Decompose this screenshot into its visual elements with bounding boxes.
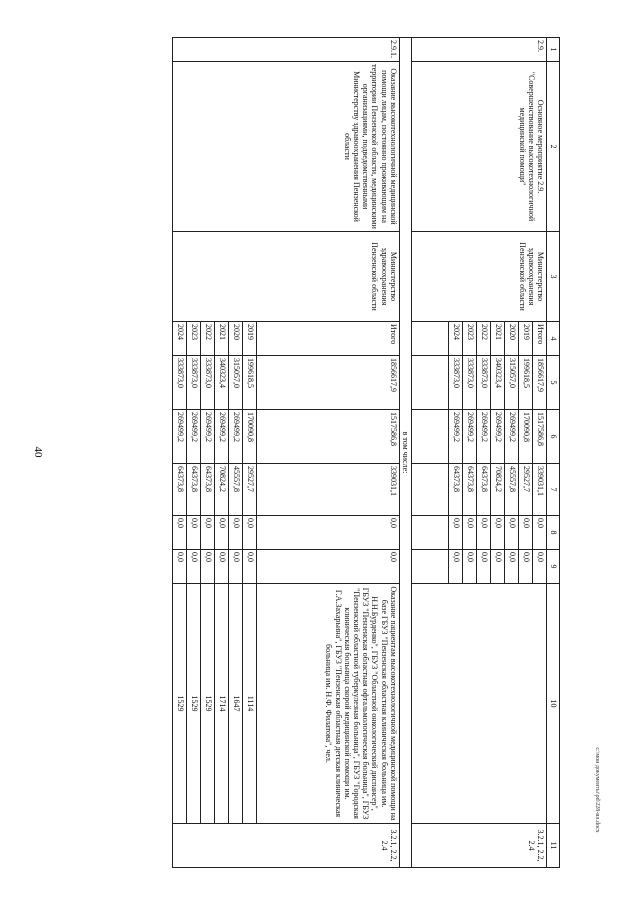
header-cell: 7 [547, 464, 560, 516]
header-cell: 5 [547, 356, 560, 410]
value-cell: 269499,2 [505, 410, 519, 464]
value-cell: 0,0 [200, 516, 214, 550]
year-cell: 2021 [491, 322, 505, 356]
value-cell: 0,0 [463, 550, 477, 584]
year-cell: 2019 [242, 322, 256, 356]
value-cell: 0,0 [214, 516, 228, 550]
spacer-cell [412, 322, 449, 356]
value-cell: 0,0 [519, 516, 533, 550]
value-cell: 29527,7 [242, 464, 256, 516]
value-cell: 1529 [200, 584, 214, 824]
value-cell: 0,0 [200, 550, 214, 584]
value-cell: 0,0 [228, 516, 242, 550]
block1-result [412, 584, 547, 824]
header-cell: 3 [547, 232, 560, 322]
year-cell: Итого [256, 322, 399, 356]
block2-indicators: 3.2.1, 2.2, 2.4 [172, 824, 399, 868]
spacer-cell [412, 516, 449, 550]
value-cell: 0,0 [477, 550, 491, 584]
value-cell: 1529 [172, 584, 186, 824]
value-cell: 0,0 [533, 516, 547, 550]
value-cell: 1714 [214, 584, 228, 824]
value-cell: 64373,8 [463, 464, 477, 516]
value-cell: 0,0 [477, 516, 491, 550]
year-cell: 2019 [519, 322, 533, 356]
year-cell: 2022 [200, 322, 214, 356]
value-cell: 70824,2 [214, 464, 228, 516]
value-cell: 269499,2 [172, 410, 186, 464]
value-cell: 269499,2 [200, 410, 214, 464]
header-cell: 11 [547, 824, 560, 868]
value-cell: 45557,8 [228, 464, 242, 516]
block1-executor: Министерство здравоохранения Пензенской области [412, 232, 547, 322]
value-cell: 1856617,9 [256, 356, 399, 410]
column-numbers-row [547, 38, 560, 868]
value-cell: 0,0 [186, 516, 200, 550]
value-cell: 199618,5 [519, 356, 533, 410]
value-cell: 269499,2 [477, 410, 491, 464]
value-cell: 1529 [186, 584, 200, 824]
year-cell: 2023 [186, 322, 200, 356]
value-cell: 1517586,8 [533, 410, 547, 464]
block1-name: Основное мероприятие 2.9. "Совершенствование высокотехнологичной медицинской помощи" [412, 62, 547, 232]
year-cell: 2024 [449, 322, 463, 356]
value-cell: 0,0 [172, 516, 186, 550]
value-cell: 0,0 [491, 550, 505, 584]
block2-result: Оказание пациентам высокотехнологичной медицинской помощи на базе ГБУЗ "Пензенская областная клиническая больница им. Н.Н.Бурденко", ГБУЗ "Областной онкологический диспансер", ГБУЗ "Пензенская областная офтальмологическая больница", ГБУЗ "Пензенский областной туберкулезная больница", ГБУЗ "Городская клиническая больница скорой медицинской помощи им. Г.А.Захарьина", ГБУЗ "Пензенская областная детская клиническая больница им. Н.Ф. Филатова", чел. [256, 584, 399, 824]
value-cell: 0,0 [186, 550, 200, 584]
value-cell: 70824,2 [491, 464, 505, 516]
file-path-footer: c:\мои документы\pd\228-ил.docx [594, 747, 600, 833]
header-cell: 9 [547, 550, 560, 584]
value-cell: 29527,7 [519, 464, 533, 516]
value-cell: 0,0 [228, 550, 242, 584]
value-cell: 0,0 [463, 516, 477, 550]
value-cell: 45557,8 [505, 464, 519, 516]
header-cell: 1 [547, 38, 560, 62]
value-cell: 333873,0 [477, 356, 491, 410]
year-cell: 2023 [463, 322, 477, 356]
year-cell: 2020 [228, 322, 242, 356]
value-cell: 170090,8 [519, 410, 533, 464]
value-cell: 0,0 [519, 550, 533, 584]
in-total-label: в том числе: [399, 38, 411, 868]
spacer-cell [412, 550, 449, 584]
table-row [256, 38, 399, 868]
spacer-cell [412, 356, 449, 410]
year-cell: 2021 [214, 322, 228, 356]
value-cell: 269499,2 [214, 410, 228, 464]
rotated-page [80, 37, 560, 867]
value-cell: 199618,5 [242, 356, 256, 410]
value-cell: 315057,0 [505, 356, 519, 410]
value-cell: 0,0 [505, 550, 519, 584]
value-cell: 0,0 [242, 516, 256, 550]
year-cell: 2022 [477, 322, 491, 356]
block1-indicators: 3.2.1, 2.2, 2.4 [412, 824, 547, 868]
value-cell: 269499,2 [186, 410, 200, 464]
value-cell: 315057,0 [228, 356, 242, 410]
value-cell: 64373,8 [172, 464, 186, 516]
spacer-cell [412, 410, 449, 464]
in-total-row [399, 38, 411, 868]
value-cell: 64373,8 [477, 464, 491, 516]
page-number: 40 [32, 446, 44, 458]
value-cell: 64373,8 [200, 464, 214, 516]
value-cell: 340323,4 [214, 356, 228, 410]
value-cell: 340323,4 [491, 356, 505, 410]
year-cell: Итого [533, 322, 547, 356]
value-cell: 64373,8 [186, 464, 200, 516]
value-cell: 0,0 [214, 550, 228, 584]
value-cell: 339031,1 [533, 464, 547, 516]
value-cell: 269499,2 [491, 410, 505, 464]
year-cell: 2024 [172, 322, 186, 356]
value-cell: 1517586,8 [256, 410, 399, 464]
value-cell: 0,0 [242, 550, 256, 584]
program-table [172, 37, 560, 868]
block2-executor: Министерство здравоохранения Пензенской области [172, 232, 399, 322]
year-cell: 2020 [505, 322, 519, 356]
value-cell: 0,0 [533, 550, 547, 584]
value-cell: 0,0 [172, 550, 186, 584]
block2-name: Оказание высокотехнологичной медицинской помощи лицам, постоянно проживающим на территории Пензенской области, медицинскими организациями, подведомственными Министерству здравоохранения Пензенской области [172, 62, 399, 232]
value-cell: 170090,8 [242, 410, 256, 464]
value-cell: 339031,1 [256, 464, 399, 516]
value-cell: 1114 [242, 584, 256, 824]
header-cell: 2 [547, 62, 560, 232]
table-row [533, 38, 547, 868]
header-cell: 6 [547, 410, 560, 464]
value-cell: 0,0 [491, 516, 505, 550]
value-cell: 0,0 [449, 550, 463, 584]
value-cell: 333873,0 [463, 356, 477, 410]
header-cell: 10 [547, 584, 560, 824]
value-cell: 333873,0 [449, 356, 463, 410]
value-cell: 333873,0 [186, 356, 200, 410]
block1-number: 2.9. [412, 38, 547, 62]
value-cell: 269499,2 [228, 410, 242, 464]
value-cell: 0,0 [256, 516, 399, 550]
value-cell: 0,0 [505, 516, 519, 550]
spacer-cell [412, 464, 449, 516]
header-cell: 4 [547, 322, 560, 356]
value-cell: 333873,0 [200, 356, 214, 410]
value-cell: 0,0 [449, 516, 463, 550]
value-cell: 333873,0 [172, 356, 186, 410]
value-cell: 269499,2 [449, 410, 463, 464]
value-cell: 64373,8 [449, 464, 463, 516]
value-cell: 0,0 [256, 550, 399, 584]
value-cell: 269499,2 [463, 410, 477, 464]
value-cell: 1856617,9 [533, 356, 547, 410]
block2-number: 2.9.1. [172, 38, 399, 62]
value-cell: 1647 [228, 584, 242, 824]
header-cell: 8 [547, 516, 560, 550]
